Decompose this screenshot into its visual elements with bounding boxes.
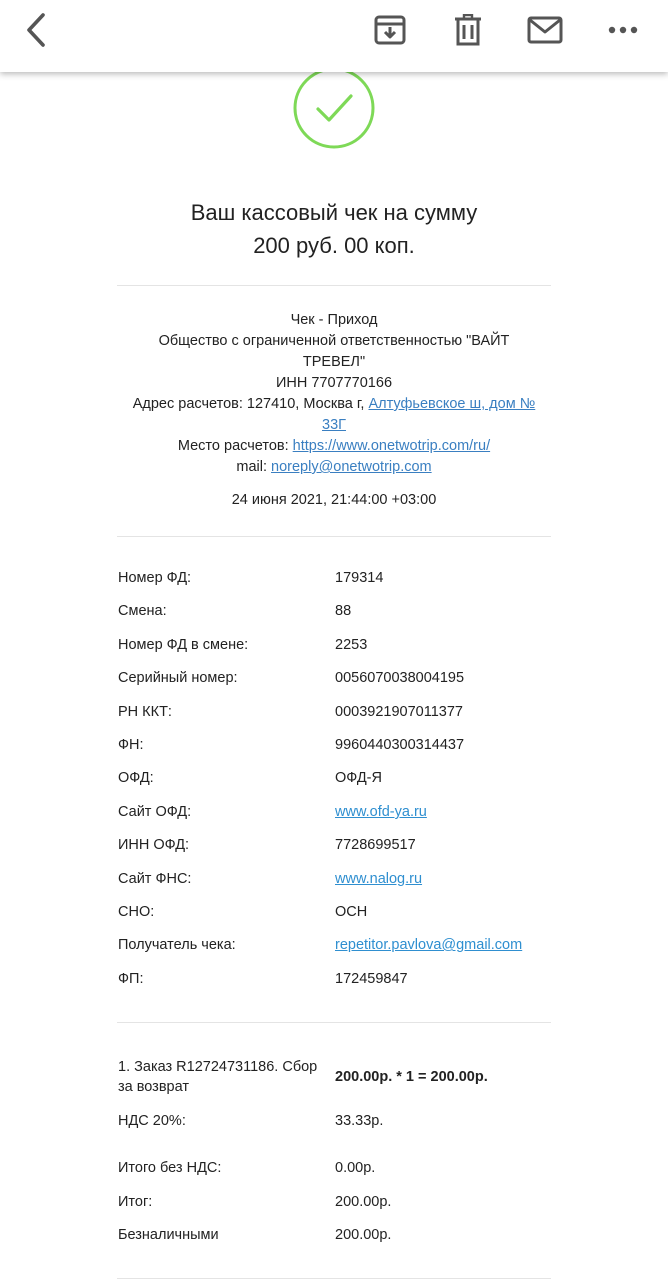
item-name-line2: за возврат bbox=[118, 1079, 189, 1095]
detail-label: Номер ФД: bbox=[118, 570, 192, 586]
address-link[interactable]: Алтуфьевское ш, дом № bbox=[368, 396, 536, 412]
detail-label: Получатель чека: bbox=[118, 937, 236, 953]
back-button[interactable] bbox=[8, 8, 64, 52]
item-name-line1: 1. Заказ R12724731186. Сбор bbox=[118, 1059, 318, 1075]
item-name bbox=[118, 1057, 328, 1097]
archive-button[interactable] bbox=[362, 8, 418, 52]
settlement-address bbox=[117, 394, 551, 415]
divider bbox=[117, 536, 551, 537]
detail-value: 0056070038004195 bbox=[335, 670, 465, 686]
detail-label: Серийный номер: bbox=[118, 670, 238, 686]
place-link[interactable]: https://www.onetwotrip.com/ru/ bbox=[292, 438, 491, 454]
detail-value: ОФД-Я bbox=[335, 770, 382, 786]
email-content bbox=[0, 72, 668, 1280]
item-value: 200.00р. * 1 = 200.00р. bbox=[335, 1069, 488, 1085]
detail-value: 0003921907011377 bbox=[335, 704, 463, 720]
trash-icon bbox=[454, 14, 482, 46]
total-value: 200.00р. bbox=[335, 1194, 392, 1210]
detail-label: Сайт ОФД: bbox=[118, 804, 192, 820]
address-label: Адрес расчетов: 127410, Москва г, bbox=[132, 396, 369, 412]
detail-value: 172459847 bbox=[335, 971, 408, 987]
detail-label: СНО: bbox=[118, 904, 155, 920]
org-name-line1: Общество с ограниченной ответственностью "ВАЙТ bbox=[158, 333, 510, 349]
divider bbox=[117, 285, 551, 286]
receipt-title bbox=[0, 196, 668, 262]
org-inn: ИНН 7707770166 bbox=[275, 375, 393, 391]
detail-value: 7728699517 bbox=[335, 837, 416, 853]
settlement-place bbox=[117, 436, 551, 457]
top-toolbar bbox=[0, 0, 668, 72]
total-label: Итог: bbox=[118, 1194, 153, 1210]
detail-value: 179314 bbox=[335, 570, 384, 586]
no-vat-value: 0.00р. bbox=[335, 1160, 376, 1176]
receipt-type: Чек - Приход bbox=[290, 312, 378, 328]
detail-value: 2253 bbox=[335, 637, 368, 653]
detail-label: ФП: bbox=[118, 971, 144, 987]
detail-label: Смена: bbox=[118, 603, 167, 619]
chevron-left-icon bbox=[21, 12, 51, 48]
receipt-title-line1: Ваш кассовый чек на сумму bbox=[190, 200, 478, 225]
org-name-line2: ТРЕВЕЛ" bbox=[302, 354, 366, 370]
receipt-info bbox=[117, 310, 551, 511]
address-link-cont[interactable]: 33Г bbox=[322, 417, 346, 433]
detail-label: ФН: bbox=[118, 737, 144, 753]
mail-icon bbox=[527, 16, 563, 44]
place-label: Место расчетов: bbox=[177, 438, 293, 454]
archive-icon bbox=[374, 14, 406, 46]
check-circle-icon bbox=[292, 72, 376, 150]
receipt-amount: 200 руб. 00 коп. bbox=[253, 233, 415, 258]
item-row bbox=[118, 1057, 558, 1099]
settlement-address-cont bbox=[117, 415, 551, 436]
detail-value: ОСН bbox=[335, 904, 368, 920]
ofd-site-link[interactable]: www.ofd-ya.ru bbox=[335, 804, 427, 820]
mail-link[interactable]: noreply@onetwotrip.com bbox=[271, 459, 432, 475]
detail-label: Номер ФД в смене: bbox=[118, 637, 249, 653]
no-vat-label: Итого без НДС: bbox=[118, 1160, 222, 1176]
delete-button[interactable] bbox=[440, 8, 496, 52]
sender-mail bbox=[117, 457, 551, 478]
detail-label: ОФД: bbox=[118, 770, 154, 786]
more-button[interactable] bbox=[595, 8, 651, 52]
vat-label: НДС 20%: bbox=[118, 1113, 186, 1129]
detail-value: 9960440300314437 bbox=[335, 737, 465, 753]
vat-value: 33.33р. bbox=[335, 1113, 384, 1129]
receipt-date: 24 июня 2021, 21:44:00 +03:00 bbox=[231, 492, 437, 508]
mail-button[interactable] bbox=[517, 8, 573, 52]
cashless-label: Безналичными bbox=[118, 1227, 219, 1243]
divider bbox=[117, 1022, 551, 1023]
cashless-value: 200.00р. bbox=[335, 1227, 392, 1243]
detail-label: ИНН ОФД: bbox=[118, 837, 190, 853]
divider bbox=[117, 1278, 551, 1279]
recipient-email-link[interactable]: repetitor.pavlova@gmail.com bbox=[335, 937, 523, 953]
fns-site-link[interactable]: www.nalog.ru bbox=[335, 871, 423, 887]
success-check bbox=[292, 72, 376, 150]
mail-label: mail: bbox=[236, 459, 272, 475]
detail-label: Сайт ФНС: bbox=[118, 871, 192, 887]
detail-label: РН ККТ: bbox=[118, 704, 172, 720]
more-icon bbox=[608, 26, 638, 34]
detail-value: 88 bbox=[335, 603, 352, 619]
